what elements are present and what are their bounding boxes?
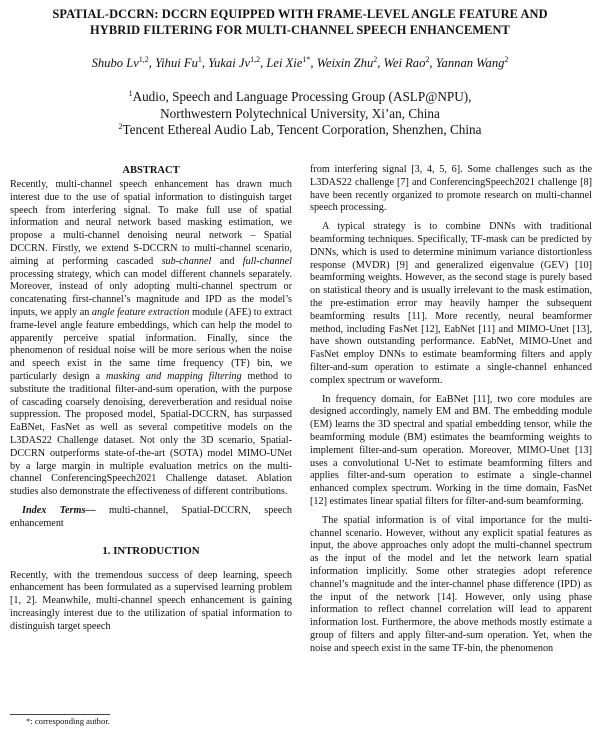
body-paragraph: from interfering signal [3, 4, 5, 6]. Some challenges such as the L3DAS22 challenge [7] and ConferencingSpeech2021 challenge [8] have been recently organized to promote research on multi-channel speech processing. <box>310 164 592 214</box>
body-paragraph: A typical strategy is to combine DNNs with traditional beamforming techniques. Specifically, TF-mask can be predicted by DNNs, which is used to determine minimum variance distortionless response (MVDR) [9] and generalized eigenvalue (GEV) [10] beamforming weights. However, as the second stage is purely based on statistical theory and is usually irrelevant to the mask estimation, the pre-estimation error may heavily hamper the subsequent beamforming results [11]. More recently, neural beamformer method, including FasNet [12], EabNet [11] and MIMO-Unet [13], have shown outstanding performance. EabNet, MIMO-Unet and FasNet employ DNNs to estimate beamforming filters and apply filter-and-sum operation to estimate a single-channel enhanced complex spectrum or waveform. <box>310 221 592 386</box>
paper-title <box>0 6 600 38</box>
affiliation-1-line-2: Northwestern Polytechnical University, Xi’an, China <box>160 105 440 121</box>
affiliation-1-line-1: $^1$Audio, Speech and Language Processing Group (ASLP@NPU), <box>128 89 472 104</box>
author: Yannan Wang$^2$ <box>435 55 509 70</box>
author: Lei Xie$^{1*}$ <box>266 55 311 70</box>
abstract-text: Recently, multi-channel speech enhancement has drawn much interest due to the use of spatial information to distinguish target speech from interfering signal. To make full use of spatial information and neural network based masking estimation, we propose a multi-channel denoising neural network – Spatial DCCRN. Firstly, we extend S-DCCRN to multi-channel scenario, aiming at performing cascaded sub-channel and full-channel processing strategy, which can model different channels separately. Moreover, instead of only adopting multi-channel spectrum or concatenating first-channel’s magnitude and IPD as the model’s inputs, we apply an angle feature extraction module (AFE) to extract frame-level angle feature embeddings, which can help the model to apparently perceive spatial information. Finally, since the phenomenon of residual noise will be more serious when the noise and speech exist in the same time frequency (TF) bin, we particularly design a masking and mapping filtering method to substitute the traditional filter-and-sum operation, with the purpose of cascading coarsely denoising, dereverberation and residual noise suppression. The proposed model, Spatial-DCCRN, has surpassed EaBNet, FasNet as well as several competitive models on the L3DAS22 Challenge dataset. Not only the 3D scenario, Spatial-DCCRN outperforms state-of-the-art (SOTA) model MIMO-UNet by a large margin in multiple evaluation metrics on the multi-channel ConferencingSpeech2021 Challenge dataset. Ablation studies also demonstrate the effectiveness of different contributions. <box>10 179 293 498</box>
section-heading-introduction: 1. INTRODUCTION <box>102 544 200 557</box>
index-terms: Index Terms— multi-channel, Spatial-DCCRN, speech enhancement <box>10 504 292 529</box>
author: Weixin Zhu$^2$ <box>316 55 378 70</box>
intro-paragraph: Recently, with the tremendous success of deep learning, speech enhancement has been formulated as a supervised learning problem [1, 2]. Meanwhile, multi-channel speech enhancement is gaining increasingly interest due to the utilization of spatial information to distinguish target speech <box>10 569 292 632</box>
affiliations <box>0 89 600 139</box>
right-column <box>310 164 592 655</box>
footnote: *: corresponding author. <box>26 716 110 726</box>
footnote-rule <box>10 714 110 715</box>
author: Yukai Jv$^{1,2}$ <box>208 55 261 70</box>
body-paragraph: The spatial information is of vital importance for the multi-channel scenario. However, without any explicit spatial features as input, the above approaches only adopt the multi-channel spectrum as the input of the model and let the network learn spatial information implicitly. Some other strategies adopt reference channel’s magnitude and the inter-channel phase difference (IPD) as the input of the network [14]. However, only using phase information to reflect channel correlation will lead to apparent information lost. Furthermore, the above methods mostly estimate a group of filters and apply filter-and-sum operation. Yet, when the noise and speech exist in the same TF-bin, the phenomenon <box>310 514 592 654</box>
body-paragraph: In frequency domain, for EaBNet [11], two core modules are designed accordingly, namely EM and BM. The embedding module (EM) learns the 3D spectral and spatial embedding tensor, while the beamforming module (BM) estimates the beamforming weights to implement filter-and-sum operation. Moreover, MIMO-Unet [13] uses a convolutional U-Net to estimate beamforming filters and applies filter-and-sum operation to estimate a single-channel enhanced complex spectrum. Working in the time domain, FasNet [12] estimates linear spatial filters for filter-and-sum beamforming. <box>310 393 592 507</box>
author: Yihui Fu$^1$ <box>155 55 202 70</box>
left-column <box>10 164 292 634</box>
author: Shubo Lv$^{1,2}$ <box>91 55 149 70</box>
affiliation-2: $^2$Tencent Ethereal Audio Lab, Tencent Corporation, Shenzhen, China <box>118 122 482 137</box>
abstract-heading: ABSTRACT <box>122 165 180 176</box>
author-list: Shubo Lv$^{1,2}$, Yihui Fu$^1$, Yukai Jv$^{1,2}$, Lei Xie$^{1*}$, Weixin Zhu$^2$, Wei Rao$^2$, Yannan Wang$^2$ <box>91 55 509 70</box>
author: Wei Rao$^2$ <box>383 55 430 70</box>
title-line-2: HYBRID FILTERING FOR MULTI-CHANNEL SPEECH ENHANCEMENT <box>90 23 510 37</box>
title-line-1: SPATIAL-DCCRN: DCCRN EQUIPPED WITH FRAME-LEVEL ANGLE FEATURE AND <box>52 7 548 21</box>
